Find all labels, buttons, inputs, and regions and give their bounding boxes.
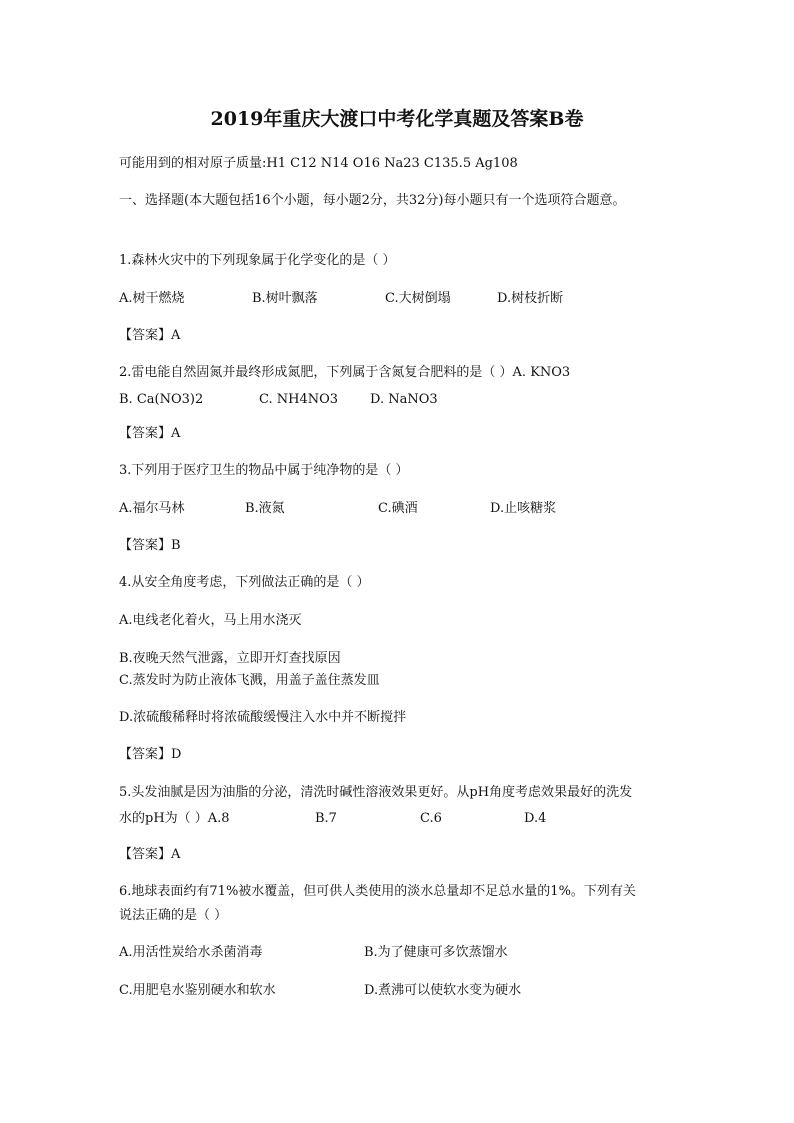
question-5-stem-line-1: 5.头发油腻是因为油脂的分泌，清洗时碱性溶液效果更好。从pH角度考虑效果最好的洗发 [119,785,633,800]
question-2-option-b: B. Ca(NO3)2 [119,392,204,407]
question-2-option-c: C. NH4NO3 [259,392,339,407]
question-5-option-b: B.7 [315,811,337,826]
question-3-stem: 3.下列用于医疗卫生的物品中属于纯净物的是（ ） [119,463,409,478]
section-header: 一、选择题(本大题包括16个小题，每小题2分，共32分)每小题只有一个选项符合题意。 [119,193,626,208]
question-6-stem-line-2: 说法正确的是（ ） [119,908,228,923]
question-6-option-b: B.为了健康可多饮蒸馏水 [364,945,508,960]
question-3-option-b: B.液氮 [245,501,285,516]
question-1-option-b: B.树叶飘落 [252,291,318,306]
question-6-option-d: D.煮沸可以使软水变为硬水 [364,983,522,998]
question-6-option-c: C.用肥皂水鉴别硬水和软水 [119,983,276,998]
page-title: 2019年重庆大渡口中考化学真题及答案B卷 [210,108,584,130]
question-3-answer: 【答案】B [119,538,181,553]
question-4-option-c: C.蒸发时为防止液体飞溅，用盖子盖住蒸发皿 [119,673,380,688]
question-4-option-b: B.夜晚天然气泄露，立即开灯查找原因 [119,651,341,666]
question-6-option-a: A.用活性炭给水杀菌消毒 [119,945,263,960]
question-4-option-a: A.电线老化着火，马上用水浇灭 [119,613,302,628]
question-1-option-c: C.大树倒塌 [385,291,451,306]
question-1-option-a: A.树干燃烧 [119,291,185,306]
question-1-answer: 【答案】A [119,328,181,343]
question-3-option-d: D.止咳糖浆 [490,501,557,516]
question-3-option-c: C.碘酒 [378,501,418,516]
atomic-masses-line: 可能用到的相对原子质量:H1 C12 N14 O16 Na23 C135.5 Ag108 [119,156,518,171]
question-4-option-d: D.浓硫酸稀释时将浓硫酸缓慢注入水中并不断搅拌 [119,710,407,725]
question-4-answer: 【答案】D [119,747,182,762]
question-5-option-c: C.6 [420,811,442,826]
question-1-stem: 1.森林火灾中的下列现象属于化学变化的是（ ） [119,253,396,268]
question-2-option-d: D. NaNO3 [370,392,438,407]
question-2-answer: 【答案】A [119,426,181,441]
question-4-stem: 4.从安全角度考虑，下列做法正确的是（ ） [119,575,370,590]
question-5-answer: 【答案】A [119,847,181,862]
question-6-stem-line-1: 6.地球表面约有71%被水覆盖，但可供人类使用的淡水总量却不足总水量的1%。下列有关 [119,884,636,899]
question-2-stem: 2.雷电能自然固氮并最终形成氮肥，下列属于含氮复合肥料的是（ ）A. KNO3 [119,365,571,380]
question-3-option-a: A.福尔马林 [119,501,185,516]
question-5-stem-line-2: 水的pH为（ ）A.8 [119,811,230,826]
question-5-option-d: D.4 [524,811,547,826]
question-1-option-d: D.树枝折断 [497,291,564,306]
